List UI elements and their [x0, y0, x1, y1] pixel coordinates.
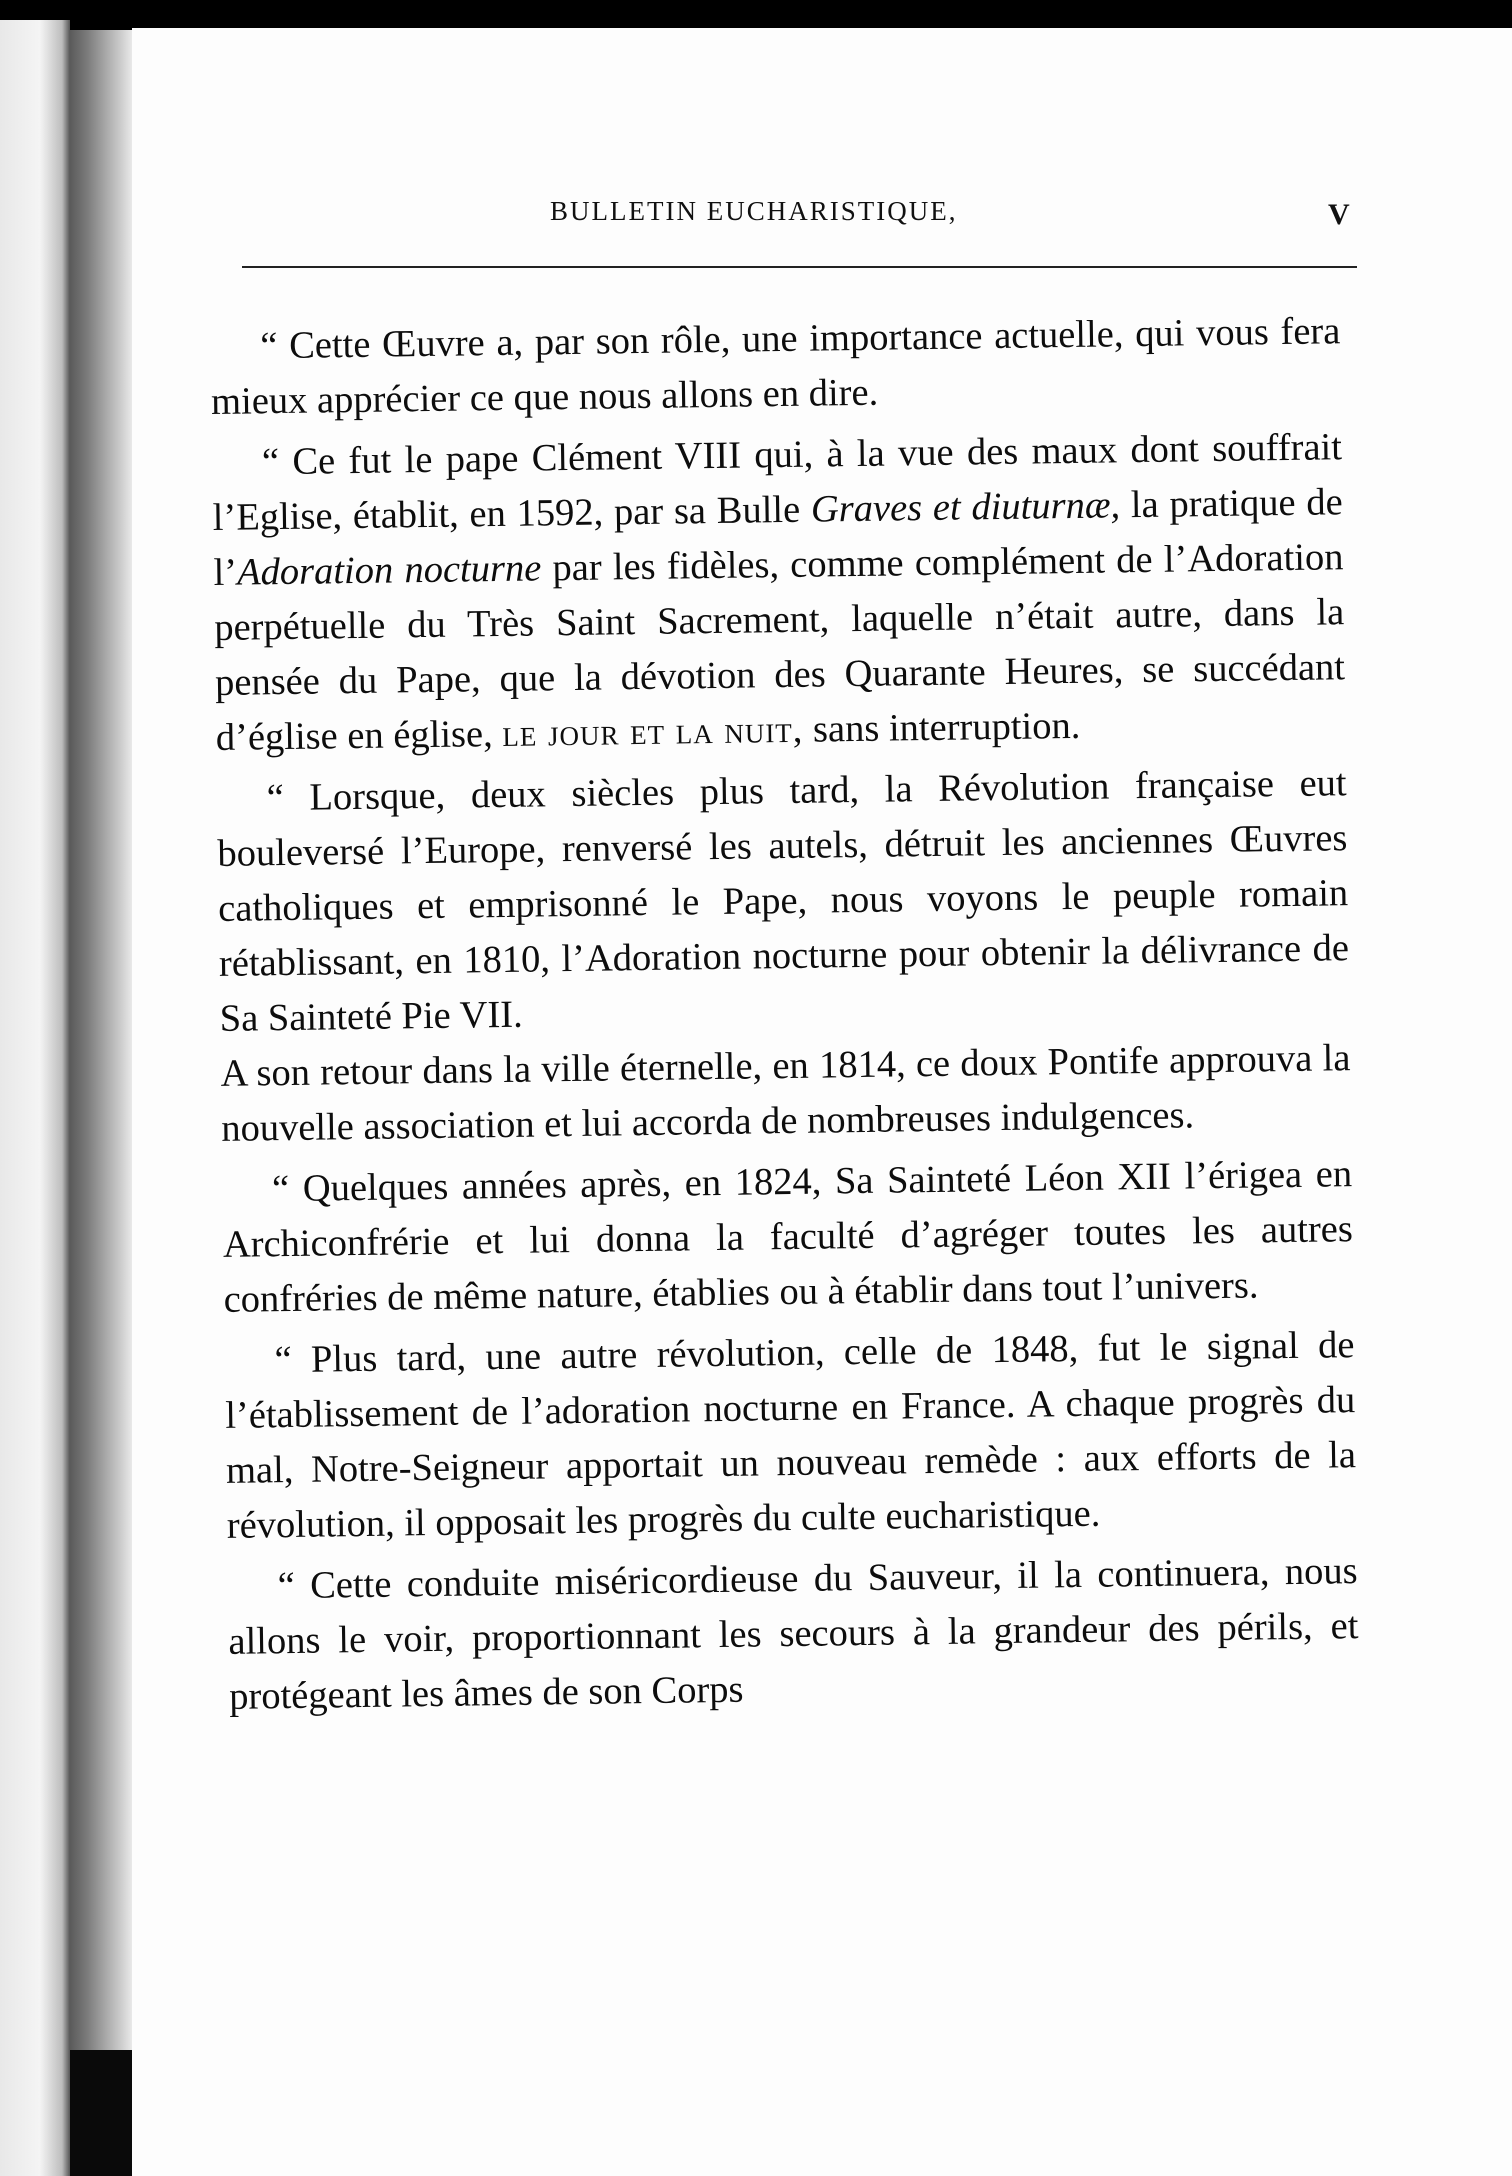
facing-page-edge [0, 20, 70, 2176]
paragraph-text: par les fidèles, comme complément de l’Adoration perpétuelle du Très Saint Sacrement, laquelle n’était autre, dans la pensée du Pape, que la dévotion des Quarante Heures, se succédant d’église en église, [214, 536, 1346, 759]
paragraph: “ Plus tard, une autre révolution, celle de 1848, fut le signal de l’établissement de l’adoration nocturne en France. A chaque progrès du mal, Notre-Seigneur apportait un nouveau remède : aux efforts de la révolution, il opposait les progrès du culte eucharistique. [225, 1324, 1357, 1547]
paragraph-text: la pratique de l’ [213, 481, 1343, 594]
paragraph: “ Quelques années après, en 1824, Sa Sainteté Léon XII l’érigea en Archiconfrérie et lui donna la faculté d’agréger toutes les autres confréries de même nature, établies ou à établir dans tout l’univers. [222, 1153, 1354, 1321]
paragraph: “ Lorsque, deux siècles plus tard, la Révolution française eut bouleversé l’Europe, renversé les autels, détruit les anciennes Œuvres catholiques et emprisonné le Pape, nous voyons le peuple romain rétablissant, en 1810, l’Adoration nocturne pour obtenir la délivrance de Sa Sainteté Pie VII. [217, 762, 1350, 1040]
paragraph-text: sans interruption. [803, 704, 1081, 751]
paragraph-text: “ Ce fut le pape Clément VIII qui, à la vue des maux dont souffrait l’Eglise, établit, en 1592, par sa Bulle [212, 426, 1343, 539]
paragraph: “ Cette Œuvre a, par son rôle, une importance actuelle, qui vous fera mieux apprécier ce que nous allons en dire. [210, 310, 1341, 423]
running-header [132, 196, 1512, 236]
italic-title: Graves et diuturnæ, [810, 484, 1121, 531]
book-spine-shadow [70, 30, 132, 2050]
running-title: BULLETIN EUCHARISTIQUE, [550, 196, 958, 226]
page [132, 28, 1512, 2176]
header-rule [242, 266, 1357, 268]
paragraph: “ Cette conduite miséricordieuse du Sauveur, il la continuera, nous allons le voir, proportionnant les secours à la grandeur des périls, et protégeant les âmes de son Corps [228, 1550, 1359, 1718]
small-caps-phrase: le jour et la nuit, [502, 708, 804, 755]
italic-term: Adoration nocturne [236, 547, 542, 594]
page-number: V [1328, 198, 1350, 231]
paragraph: A son retour dans la ville éternelle, en 1814, ce doux Pontife approuva la nouvelle association et lui accorda de nombreuses indulgences. [220, 1037, 1351, 1150]
paragraph [212, 420, 1346, 766]
body-text [210, 304, 1360, 1731]
